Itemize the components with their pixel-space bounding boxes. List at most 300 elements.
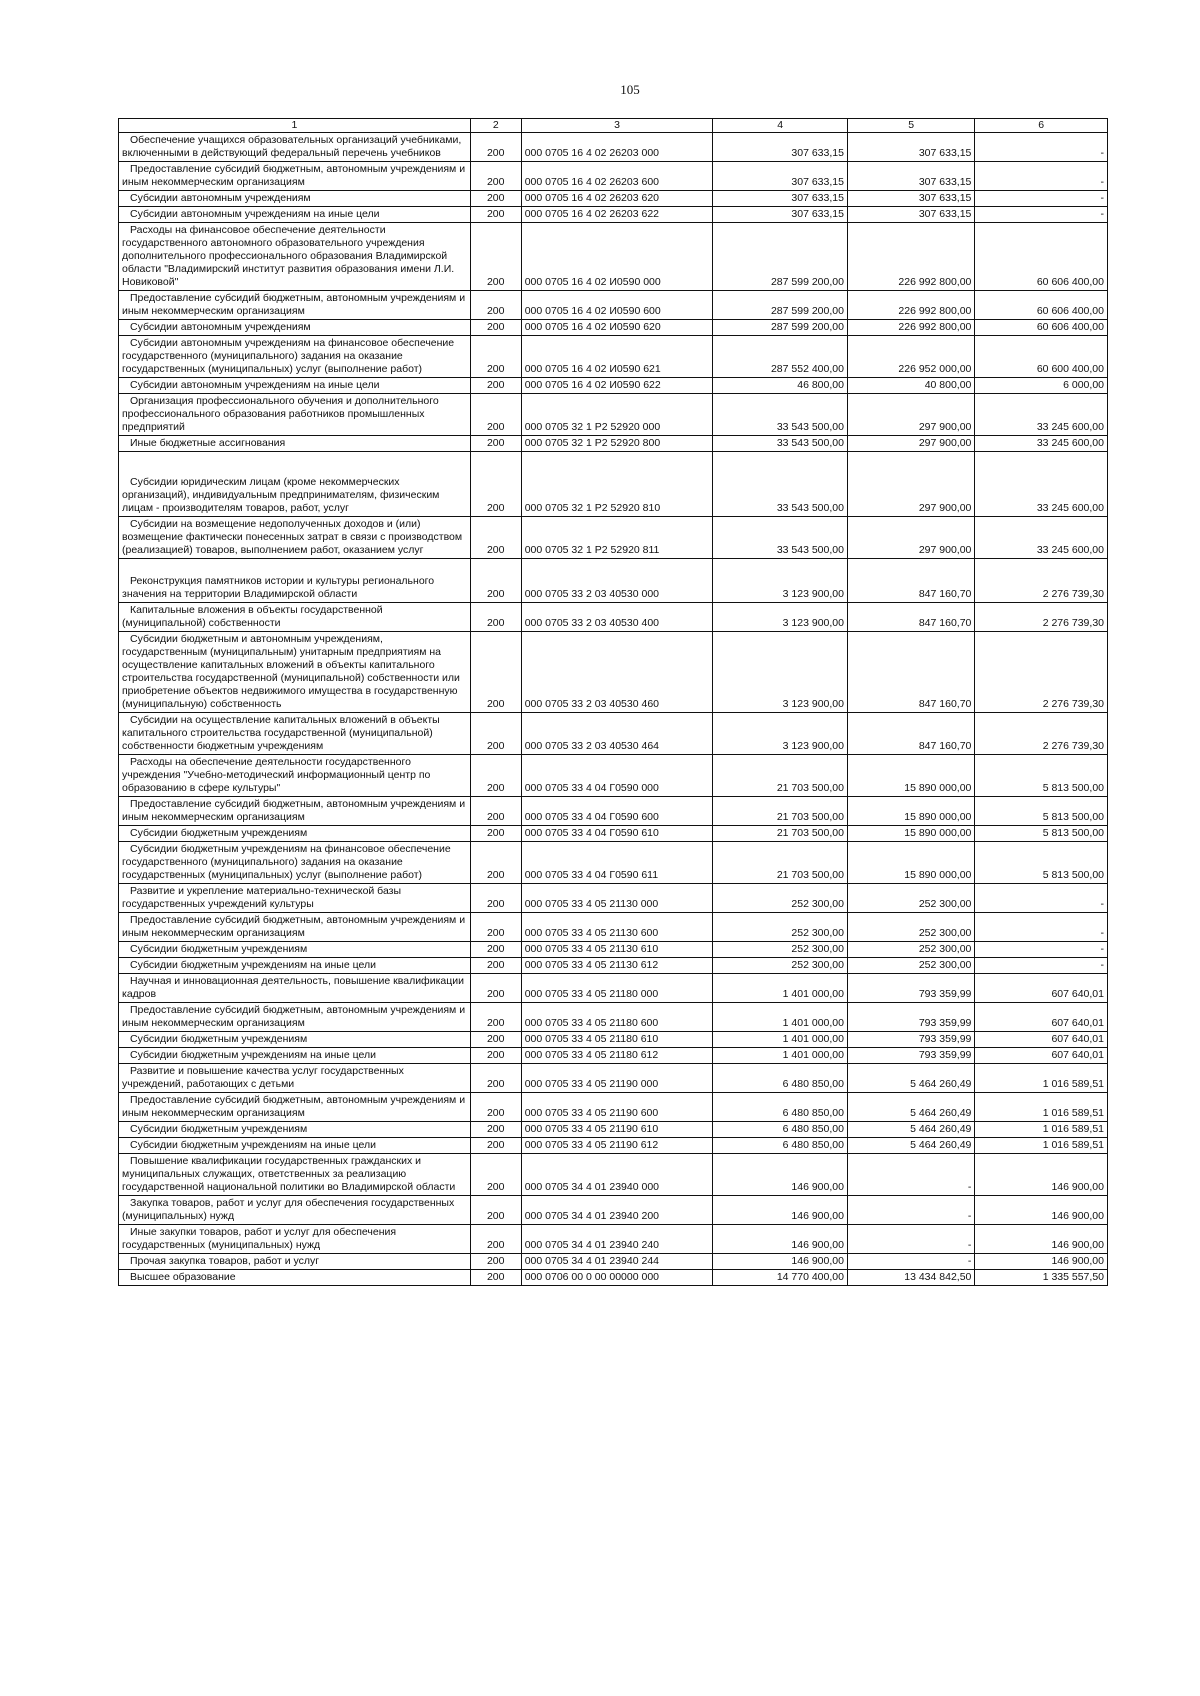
row-value-col4: 1 401 000,00: [713, 1003, 848, 1032]
row-value-col4: 1 401 000,00: [713, 1032, 848, 1048]
row-value-col4: 3 123 900,00: [713, 559, 848, 603]
row-value-col6: 2 276 739,30: [975, 559, 1108, 603]
table-row: [119, 884, 1108, 913]
row-name: [119, 394, 471, 436]
row-admin-code: 200: [470, 1254, 521, 1270]
table-row: [119, 223, 1108, 291]
table-row: [119, 842, 1108, 884]
table-row: [119, 1122, 1108, 1138]
header-col-1: 1: [119, 119, 471, 133]
row-name: [119, 1122, 471, 1138]
table-row: [119, 632, 1108, 713]
row-name-text: Субсидии бюджетным учреждениям на иные цели: [130, 959, 376, 971]
row-budget-code: 000 0705 34 4 01 23940 240: [521, 1225, 713, 1254]
row-budget-code: 000 0705 33 2 03 40530 000: [521, 559, 713, 603]
row-value-col4: 33 543 500,00: [713, 436, 848, 452]
row-name-text: Субсидии автономным учреждениям: [130, 192, 311, 204]
row-value-col5: 297 900,00: [847, 436, 974, 452]
row-budget-code: 000 0706 00 0 00 00000 000: [521, 1270, 713, 1286]
row-name: [119, 207, 471, 223]
row-value-col6: -: [975, 913, 1108, 942]
row-value-col4: 287 599 200,00: [713, 291, 848, 320]
row-admin-code: 200: [470, 207, 521, 223]
row-admin-code: 200: [470, 842, 521, 884]
row-value-col4: 146 900,00: [713, 1154, 848, 1196]
table-row: [119, 1138, 1108, 1154]
row-name: [119, 842, 471, 884]
row-value-col6: -: [975, 191, 1108, 207]
row-budget-code: 000 0705 33 4 05 21130 600: [521, 913, 713, 942]
row-admin-code: 200: [470, 713, 521, 755]
row-name-text: Предоставление субсидий бюджетным, автономным учреждениям и иным некоммерческим организациям: [122, 914, 466, 939]
row-value-col4: 33 543 500,00: [713, 394, 848, 436]
row-admin-code: 200: [470, 826, 521, 842]
row-admin-code: 200: [470, 1154, 521, 1196]
row-name-text: Реконструкция памятников истории и культуры регионального значения на территории Владимирской области: [122, 575, 435, 600]
row-budget-code: 000 0705 16 4 02 И0590 000: [521, 223, 713, 291]
row-value-col5: 307 633,15: [847, 191, 974, 207]
row-value-col5: 793 359,99: [847, 1048, 974, 1064]
row-admin-code: 200: [470, 1048, 521, 1064]
row-name-text: Высшее образование: [130, 1271, 236, 1283]
row-value-col4: 21 703 500,00: [713, 826, 848, 842]
header-col-4: 4: [713, 119, 848, 133]
row-admin-code: 200: [470, 755, 521, 797]
row-name-text: Субсидии автономным учреждениям: [130, 321, 311, 333]
row-admin-code: 200: [470, 436, 521, 452]
row-value-col5: 847 160,70: [847, 603, 974, 632]
row-name: [119, 974, 471, 1003]
row-budget-code: 000 0705 32 1 P2 52920 810: [521, 452, 713, 517]
row-value-col5: 40 800,00: [847, 378, 974, 394]
row-value-col4: 14 770 400,00: [713, 1270, 848, 1286]
row-name: [119, 942, 471, 958]
row-value-col5: 307 633,15: [847, 133, 974, 162]
row-name: [119, 958, 471, 974]
column-number-header: [119, 119, 1108, 133]
row-name: [119, 436, 471, 452]
row-value-col4: 307 633,15: [713, 133, 848, 162]
row-name: [119, 452, 471, 517]
row-name: [119, 884, 471, 913]
row-name: [119, 320, 471, 336]
table-row: [119, 1196, 1108, 1225]
table-row: [119, 913, 1108, 942]
row-value-col6: 33 245 600,00: [975, 436, 1108, 452]
row-admin-code: 200: [470, 1270, 521, 1286]
row-value-col5: 15 890 000,00: [847, 797, 974, 826]
row-admin-code: 200: [470, 320, 521, 336]
row-value-col4: 21 703 500,00: [713, 797, 848, 826]
row-budget-code: 000 0705 32 1 P2 52920 811: [521, 517, 713, 559]
row-value-col6: -: [975, 133, 1108, 162]
row-name-text: Субсидии бюджетным учреждениям: [130, 1123, 308, 1135]
row-name-text: Предоставление субсидий бюджетным, автономным учреждениям и иным некоммерческим организациям: [122, 163, 466, 188]
row-admin-code: 200: [470, 1003, 521, 1032]
row-budget-code: 000 0705 33 4 04 Г0590 600: [521, 797, 713, 826]
row-value-col5: 252 300,00: [847, 958, 974, 974]
row-value-col4: 252 300,00: [713, 942, 848, 958]
row-name-text: Субсидии автономным учреждениям на иные цели: [130, 208, 380, 220]
row-value-col5: 793 359,99: [847, 1003, 974, 1032]
row-budget-code: 000 0705 33 4 05 21130 612: [521, 958, 713, 974]
row-value-col5: -: [847, 1196, 974, 1225]
table-row: [119, 1064, 1108, 1093]
row-name: [119, 191, 471, 207]
row-name-text: Иные закупки товаров, работ и услуг для обеспечения государственных (муниципальных) нужд: [122, 1226, 397, 1251]
row-value-col4: 307 633,15: [713, 191, 848, 207]
row-budget-code: 000 0705 34 4 01 23940 000: [521, 1154, 713, 1196]
row-admin-code: 200: [470, 559, 521, 603]
row-value-col4: 146 900,00: [713, 1254, 848, 1270]
row-value-col5: 5 464 260,49: [847, 1122, 974, 1138]
row-name-text: Субсидии бюджетным и автономным учреждениям, государственным (муниципальным) унитарным предприятиям на осуществление капитальных вложений в объекты капитального строительства государственной (муниципальной) собственности или приобретение объектов недвижимого имущества в государственную (муниципальную) собственность: [122, 633, 460, 710]
table-row: [119, 1225, 1108, 1254]
row-value-col6: -: [975, 884, 1108, 913]
row-value-col6: 60 606 400,00: [975, 320, 1108, 336]
row-value-col6: 33 245 600,00: [975, 452, 1108, 517]
table-row: [119, 394, 1108, 436]
row-value-col4: 6 480 850,00: [713, 1064, 848, 1093]
row-value-col5: 297 900,00: [847, 394, 974, 436]
row-name: [119, 1093, 471, 1122]
table-row: [119, 1003, 1108, 1032]
row-budget-code: 000 0705 33 4 05 21180 600: [521, 1003, 713, 1032]
row-name: [119, 713, 471, 755]
row-admin-code: 200: [470, 1138, 521, 1154]
row-value-col6: 6 000,00: [975, 378, 1108, 394]
row-budget-code: 000 0705 33 4 05 21180 610: [521, 1032, 713, 1048]
row-budget-code: 000 0705 33 4 04 Г0590 611: [521, 842, 713, 884]
row-name: [119, 559, 471, 603]
row-value-col6: 5 813 500,00: [975, 826, 1108, 842]
row-name-text: Субсидии бюджетным учреждениям на финансовое обеспечение государственного (муниципального) задания на оказание государственных (муниципальных) услуг (выполнение работ): [122, 843, 451, 881]
row-name: [119, 336, 471, 378]
header-col-5: 5: [847, 119, 974, 133]
row-value-col6: 607 640,01: [975, 974, 1108, 1003]
row-budget-code: 000 0705 33 4 04 Г0590 000: [521, 755, 713, 797]
row-name-text: Научная и инновационная деятельность, повышение квалификации кадров: [122, 975, 464, 1000]
row-value-col6: 2 276 739,30: [975, 603, 1108, 632]
row-budget-code: 000 0705 33 4 05 21190 610: [521, 1122, 713, 1138]
table-row: [119, 1032, 1108, 1048]
page-number: 105: [620, 82, 640, 97]
table-row: [119, 559, 1108, 603]
row-budget-code: 000 0705 16 4 02 И0590 620: [521, 320, 713, 336]
row-value-col6: 60 600 400,00: [975, 336, 1108, 378]
table-row: [119, 1154, 1108, 1196]
row-value-col5: 5 464 260,49: [847, 1138, 974, 1154]
row-name: [119, 603, 471, 632]
table-row: [119, 1093, 1108, 1122]
row-value-col5: 793 359,99: [847, 974, 974, 1003]
row-admin-code: 200: [470, 378, 521, 394]
row-value-col6: 607 640,01: [975, 1048, 1108, 1064]
row-value-col5: 226 992 800,00: [847, 291, 974, 320]
row-name-text: Субсидии бюджетным учреждениям: [130, 943, 308, 955]
row-budget-code: 000 0705 16 4 02 И0590 600: [521, 291, 713, 320]
row-value-col6: 1 016 589,51: [975, 1138, 1108, 1154]
row-value-col5: 5 464 260,49: [847, 1064, 974, 1093]
table-row: [119, 191, 1108, 207]
table-row: [119, 336, 1108, 378]
table-row: [119, 320, 1108, 336]
row-name-text: Предоставление субсидий бюджетным, автономным учреждениям и иным некоммерческим организациям: [122, 292, 466, 317]
row-admin-code: 200: [470, 884, 521, 913]
row-value-col4: 252 300,00: [713, 913, 848, 942]
table-row: [119, 207, 1108, 223]
row-value-col4: 307 633,15: [713, 162, 848, 191]
header-col-2: 2: [470, 119, 521, 133]
table-row: [119, 452, 1108, 517]
row-budget-code: 000 0705 16 4 02 И0590 622: [521, 378, 713, 394]
row-budget-code: 000 0705 16 4 02 26203 000: [521, 133, 713, 162]
table-row: [119, 797, 1108, 826]
row-name: [119, 1003, 471, 1032]
row-name: [119, 1138, 471, 1154]
row-value-col6: -: [975, 958, 1108, 974]
row-budget-code: 000 0705 33 2 03 40530 400: [521, 603, 713, 632]
row-admin-code: 200: [470, 913, 521, 942]
row-name: [119, 755, 471, 797]
row-name: [119, 1270, 471, 1286]
row-name: [119, 1196, 471, 1225]
row-admin-code: 200: [470, 603, 521, 632]
table-row: [119, 1048, 1108, 1064]
row-name-text: Прочая закупка товаров, работ и услуг: [130, 1255, 320, 1267]
row-name-text: Предоставление субсидий бюджетным, автономным учреждениям и иным некоммерческим организациям: [122, 798, 466, 823]
row-name: [119, 223, 471, 291]
row-value-col6: 146 900,00: [975, 1225, 1108, 1254]
row-value-col6: -: [975, 942, 1108, 958]
row-budget-code: 000 0705 34 4 01 23940 200: [521, 1196, 713, 1225]
row-admin-code: 200: [470, 942, 521, 958]
row-value-col4: 6 480 850,00: [713, 1122, 848, 1138]
row-value-col5: 297 900,00: [847, 452, 974, 517]
row-name-text: Субсидии бюджетным учреждениям: [130, 827, 308, 839]
row-budget-code: 000 0705 32 1 P2 52920 000: [521, 394, 713, 436]
row-budget-code: 000 0705 33 4 05 21130 000: [521, 884, 713, 913]
row-admin-code: 200: [470, 958, 521, 974]
row-value-col4: 3 123 900,00: [713, 632, 848, 713]
table-row: [119, 436, 1108, 452]
row-budget-code: 000 0705 33 4 05 21180 612: [521, 1048, 713, 1064]
row-value-col5: 847 160,70: [847, 713, 974, 755]
table-row: [119, 1270, 1108, 1286]
row-budget-code: 000 0705 16 4 02 И0590 621: [521, 336, 713, 378]
row-budget-code: 000 0705 33 2 03 40530 460: [521, 632, 713, 713]
row-name-text: Капитальные вложения в объекты государственной (муниципальной) собственности: [122, 604, 383, 629]
row-name-text: Развитие и укрепление материально-технической базы государственных учреждений культуры: [122, 885, 402, 910]
row-value-col4: 33 543 500,00: [713, 452, 848, 517]
row-value-col5: 15 890 000,00: [847, 842, 974, 884]
row-value-col4: 6 480 850,00: [713, 1093, 848, 1122]
row-name: [119, 632, 471, 713]
row-name-text: Субсидии юридическим лицам (кроме некоммерческих организаций), индивидуальным предпринимателям, физическим лицам - производителям товаров, работ, услуг: [122, 476, 440, 514]
row-name-text: Организация профессионального обучения и дополнительного профессионального образования работников промышленных предприятий: [122, 395, 439, 433]
row-value-col4: 1 401 000,00: [713, 1048, 848, 1064]
row-value-col4: 33 543 500,00: [713, 517, 848, 559]
row-value-col5: 15 890 000,00: [847, 755, 974, 797]
row-name: [119, 1154, 471, 1196]
row-value-col6: 146 900,00: [975, 1254, 1108, 1270]
table-row: [119, 133, 1108, 162]
row-value-col6: 1 016 589,51: [975, 1093, 1108, 1122]
table-row: [119, 291, 1108, 320]
row-admin-code: 200: [470, 517, 521, 559]
row-value-col5: 15 890 000,00: [847, 826, 974, 842]
row-name: [119, 1064, 471, 1093]
row-name-text: Субсидии автономным учреждениям на финансовое обеспечение государственного (муниципального) задания на оказание государственных (муниципальных) услуг (выполнение работ): [122, 337, 455, 375]
row-value-col4: 21 703 500,00: [713, 755, 848, 797]
row-name: [119, 378, 471, 394]
row-budget-code: 000 0705 33 2 03 40530 464: [521, 713, 713, 755]
row-value-col4: 46 800,00: [713, 378, 848, 394]
row-value-col5: 297 900,00: [847, 517, 974, 559]
row-admin-code: 200: [470, 1064, 521, 1093]
row-value-col5: 847 160,70: [847, 559, 974, 603]
row-admin-code: 200: [470, 162, 521, 191]
row-name: [119, 291, 471, 320]
row-budget-code: 000 0705 33 4 04 Г0590 610: [521, 826, 713, 842]
row-admin-code: 200: [470, 1122, 521, 1138]
row-budget-code: 000 0705 16 4 02 26203 620: [521, 191, 713, 207]
row-value-col5: 226 992 800,00: [847, 223, 974, 291]
row-value-col4: 146 900,00: [713, 1225, 848, 1254]
row-value-col4: 3 123 900,00: [713, 603, 848, 632]
header-col-6: 6: [975, 119, 1108, 133]
budget-table: [118, 118, 1108, 1286]
row-value-col4: 252 300,00: [713, 884, 848, 913]
table-row: [119, 378, 1108, 394]
row-value-col4: 287 599 200,00: [713, 320, 848, 336]
row-name-text: Предоставление субсидий бюджетным, автономным учреждениям и иным некоммерческим организациям: [122, 1004, 466, 1029]
row-value-col6: 60 606 400,00: [975, 223, 1108, 291]
table-row: [119, 826, 1108, 842]
row-admin-code: 200: [470, 452, 521, 517]
row-value-col4: 146 900,00: [713, 1196, 848, 1225]
row-name-text: Закупка товаров, работ и услуг для обеспечения государственных (муниципальных) нужд: [122, 1197, 455, 1222]
table-row: [119, 958, 1108, 974]
table-row: [119, 1254, 1108, 1270]
row-budget-code: 000 0705 16 4 02 26203 600: [521, 162, 713, 191]
budget-table-body: [119, 133, 1108, 1286]
row-name: [119, 1225, 471, 1254]
row-admin-code: 200: [470, 1225, 521, 1254]
row-value-col5: 793 359,99: [847, 1032, 974, 1048]
row-admin-code: 200: [470, 394, 521, 436]
row-value-col4: 287 599 200,00: [713, 223, 848, 291]
row-name-text: Субсидии бюджетным учреждениям на иные цели: [130, 1139, 376, 1151]
row-value-col6: 33 245 600,00: [975, 394, 1108, 436]
row-admin-code: 200: [470, 797, 521, 826]
row-value-col6: 2 276 739,30: [975, 632, 1108, 713]
row-name-text: Субсидии бюджетным учреждениям на иные цели: [130, 1049, 376, 1061]
row-value-col4: 307 633,15: [713, 207, 848, 223]
row-value-col6: 607 640,01: [975, 1003, 1108, 1032]
table-row: [119, 942, 1108, 958]
row-value-col6: 146 900,00: [975, 1154, 1108, 1196]
row-admin-code: 200: [470, 336, 521, 378]
row-name-text: Субсидии автономным учреждениям на иные цели: [130, 379, 380, 391]
row-budget-code: 000 0705 33 4 05 21190 612: [521, 1138, 713, 1154]
row-value-col6: 5 813 500,00: [975, 842, 1108, 884]
table-row: [119, 603, 1108, 632]
row-value-col6: 2 276 739,30: [975, 713, 1108, 755]
header-col-3: 3: [521, 119, 713, 133]
row-name: [119, 826, 471, 842]
row-value-col5: 5 464 260,49: [847, 1093, 974, 1122]
row-value-col4: 252 300,00: [713, 958, 848, 974]
row-value-col5: -: [847, 1254, 974, 1270]
row-budget-code: 000 0705 33 4 05 21190 600: [521, 1093, 713, 1122]
row-name-text: Обеспечение учащихся образовательных организаций учебниками, включенными в действующий федеральный перечень учебников: [122, 134, 462, 159]
row-name-text: Предоставление субсидий бюджетным, автономным учреждениям и иным некоммерческим организациям: [122, 1094, 466, 1119]
row-value-col6: -: [975, 207, 1108, 223]
row-budget-code: 000 0705 16 4 02 26203 622: [521, 207, 713, 223]
row-admin-code: 200: [470, 291, 521, 320]
row-name: [119, 1048, 471, 1064]
row-value-col6: 1 016 589,51: [975, 1122, 1108, 1138]
row-value-col6: 5 813 500,00: [975, 755, 1108, 797]
row-value-col5: 847 160,70: [847, 632, 974, 713]
row-admin-code: 200: [470, 1093, 521, 1122]
row-value-col5: -: [847, 1154, 974, 1196]
row-value-col4: 21 703 500,00: [713, 842, 848, 884]
row-admin-code: 200: [470, 1196, 521, 1225]
row-name-text: Повышение квалификации государственных гражданских и муниципальных служащих, ответственных за реализацию государственной национальной политики во Владимирской области: [122, 1155, 456, 1193]
row-name-text: Субсидии на возмещение недополученных доходов и (или) возмещение фактически понесенных затрат в связи с производством (реализацией) товаров, выполнением работ, оказанием услуг: [122, 518, 463, 556]
row-value-col6: 1 335 557,50: [975, 1270, 1108, 1286]
row-value-col4: 1 401 000,00: [713, 974, 848, 1003]
row-value-col5: 252 300,00: [847, 942, 974, 958]
row-name: [119, 133, 471, 162]
row-name: [119, 517, 471, 559]
row-name: [119, 913, 471, 942]
row-admin-code: 200: [470, 1032, 521, 1048]
row-value-col5: -: [847, 1225, 974, 1254]
row-name-text: Расходы на обеспечение деятельности государственного учреждения "Учебно-методический информационный центр по образованию в сфере культуры": [122, 756, 431, 794]
row-value-col5: 252 300,00: [847, 884, 974, 913]
row-admin-code: 200: [470, 223, 521, 291]
table-row: [119, 974, 1108, 1003]
row-admin-code: 200: [470, 974, 521, 1003]
table-row: [119, 162, 1108, 191]
row-value-col4: 6 480 850,00: [713, 1138, 848, 1154]
row-admin-code: 200: [470, 632, 521, 713]
row-name-text: Расходы на финансовое обеспечение деятельности государственного автономного образовательного учреждения дополнительного профессионального образования Владимирской области "Владимирский институт развития образования имени Л.И. Новиковой": [122, 224, 455, 288]
row-value-col4: 287 552 400,00: [713, 336, 848, 378]
row-name: [119, 797, 471, 826]
row-value-col5: 307 633,15: [847, 162, 974, 191]
row-name-text: Субсидии бюджетным учреждениям: [130, 1033, 308, 1045]
row-value-col5: 252 300,00: [847, 913, 974, 942]
row-value-col5: 307 633,15: [847, 207, 974, 223]
row-value-col5: 226 992 800,00: [847, 320, 974, 336]
row-name: [119, 162, 471, 191]
row-value-col4: 3 123 900,00: [713, 713, 848, 755]
row-value-col6: 5 813 500,00: [975, 797, 1108, 826]
row-name: [119, 1032, 471, 1048]
row-value-col6: 1 016 589,51: [975, 1064, 1108, 1093]
row-budget-code: 000 0705 32 1 P2 52920 800: [521, 436, 713, 452]
row-budget-code: 000 0705 33 4 05 21130 610: [521, 942, 713, 958]
table-row: [119, 755, 1108, 797]
row-budget-code: 000 0705 34 4 01 23940 244: [521, 1254, 713, 1270]
row-name-text: Иные бюджетные ассигнования: [130, 437, 286, 449]
row-name-text: Развитие и повышение качества услуг государственных учреждений, работающих с детьми: [122, 1065, 404, 1090]
row-admin-code: 200: [470, 133, 521, 162]
